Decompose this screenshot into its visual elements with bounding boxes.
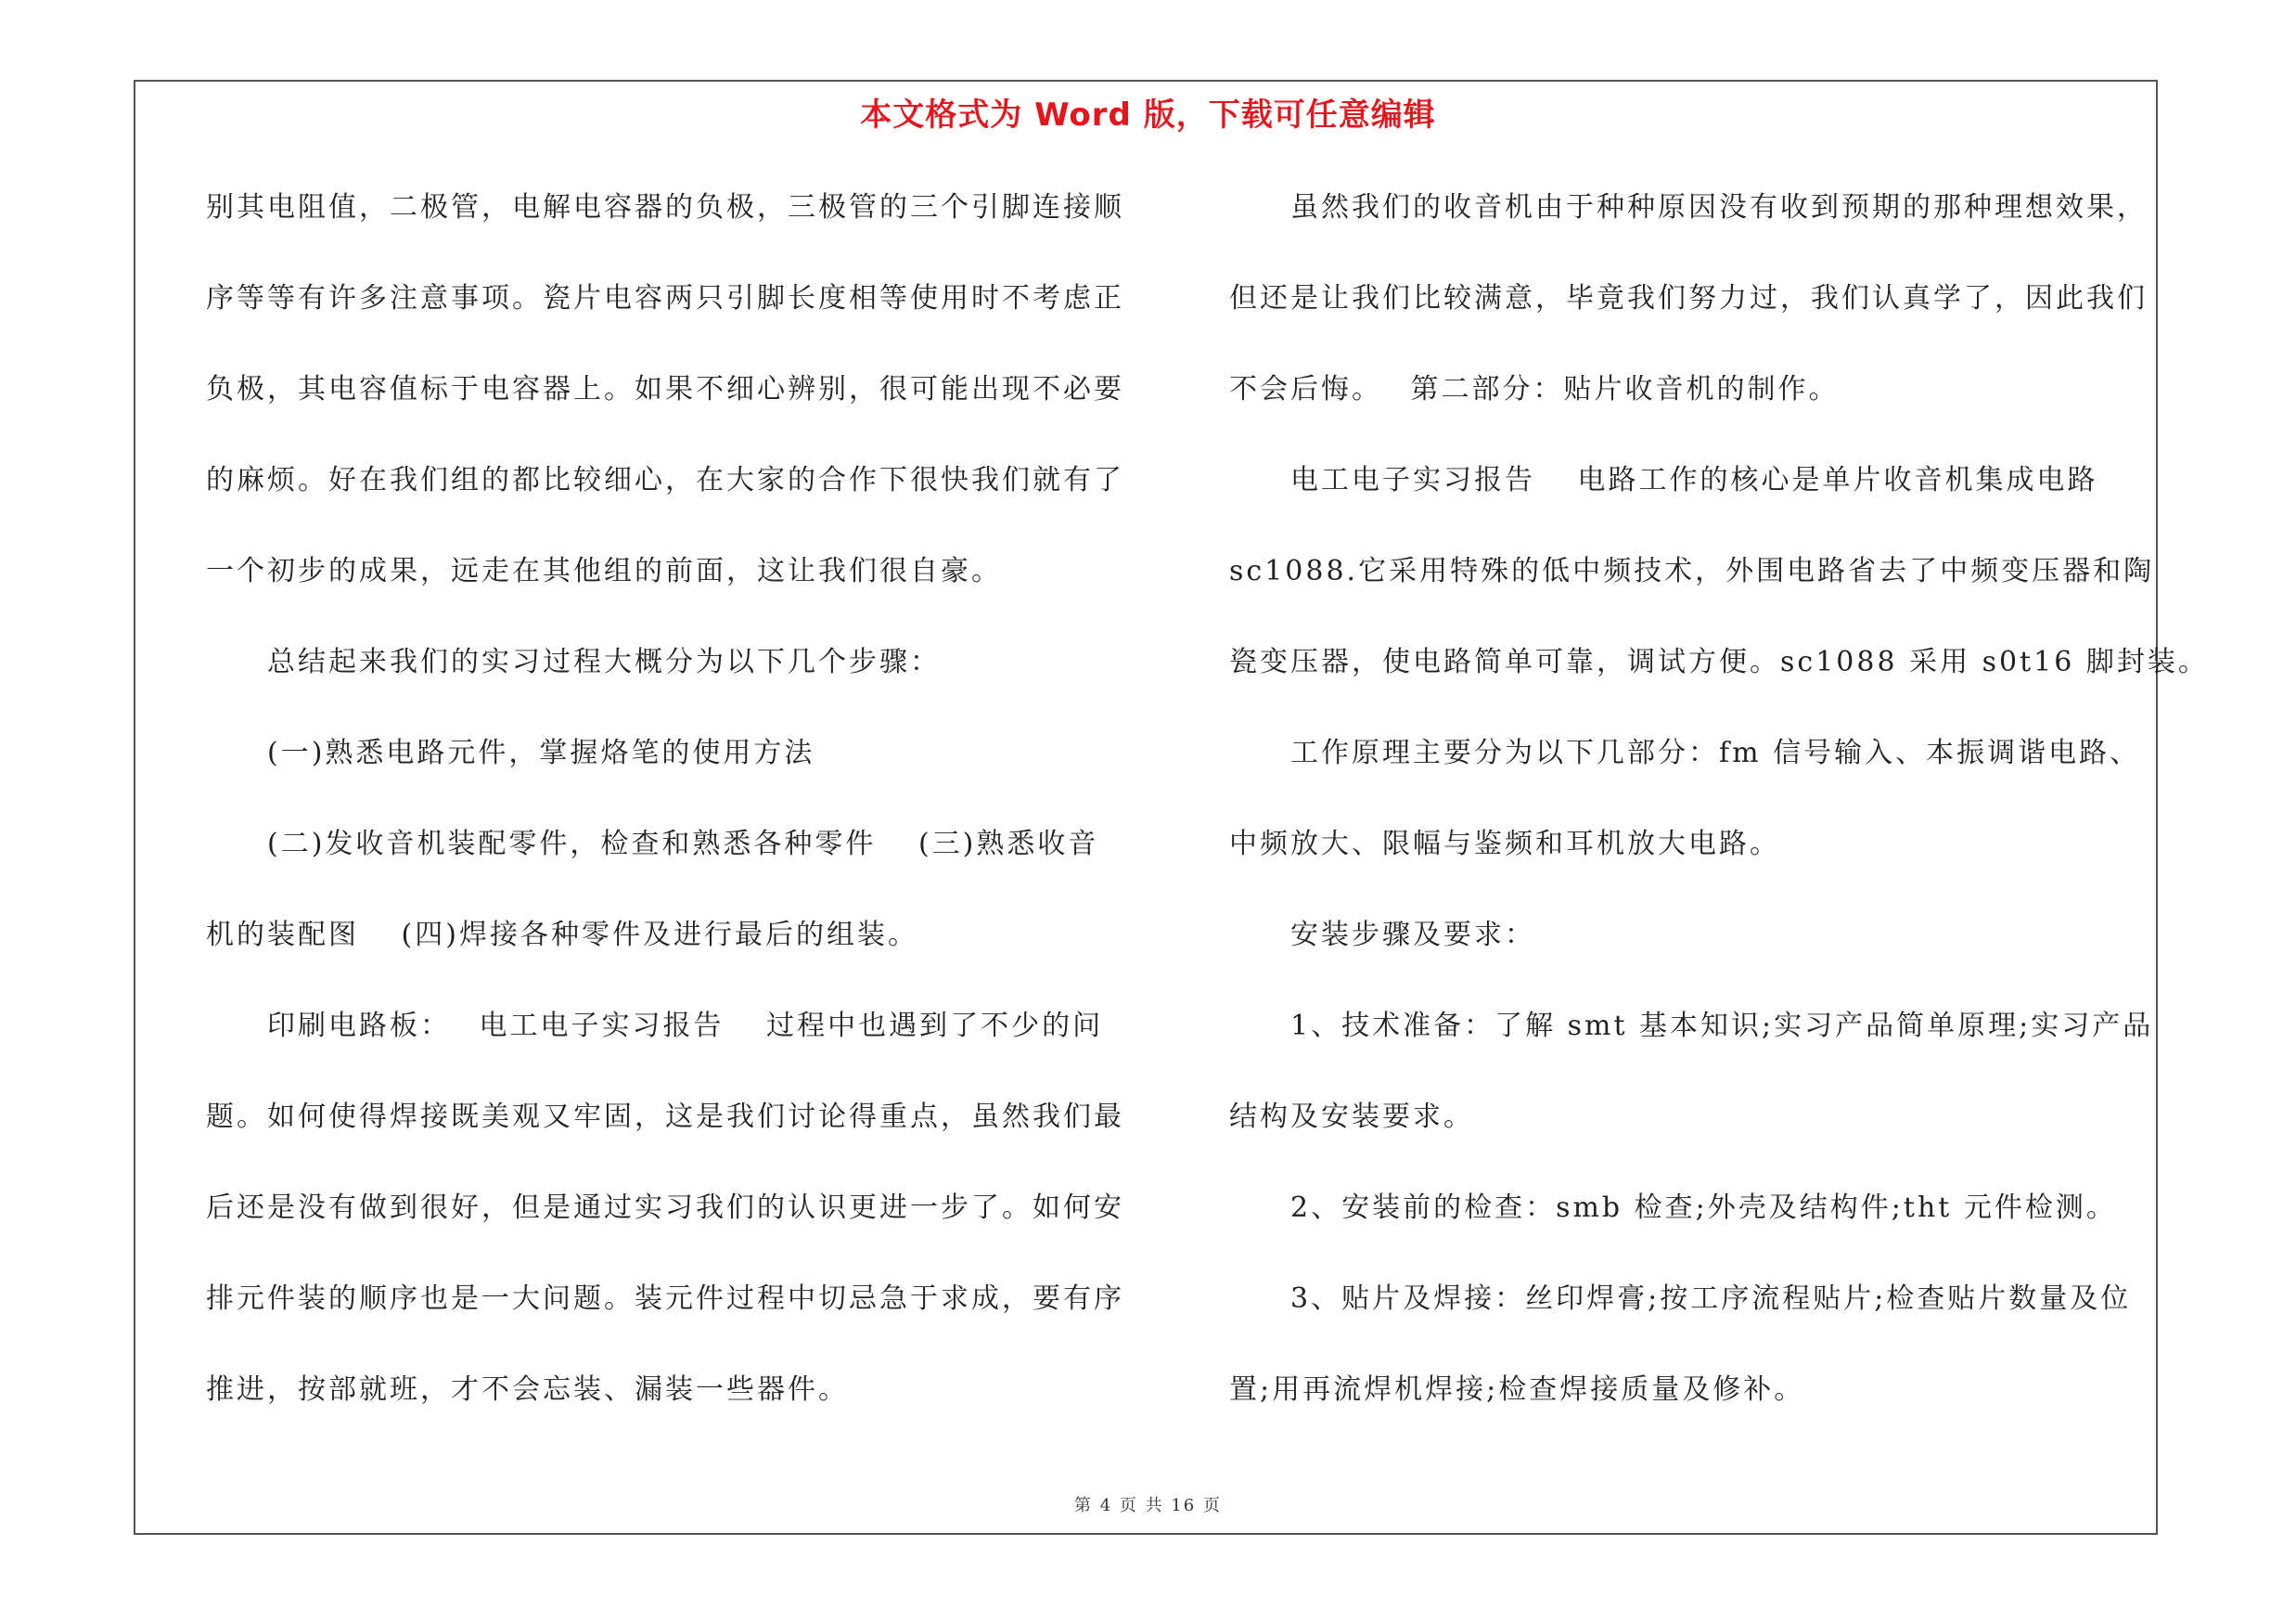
header-banner: 本文格式为 Word 版，下载可任意编辑 (860, 97, 1436, 134)
paragraph-line: 2、安装前的检查：smb 检查;外壳及结构件;tht 元件检测。 (1290, 1191, 2117, 1224)
paragraph-line: 总结起来我们的实习过程大概分为以下几个步骤： (267, 646, 941, 678)
page-number: 第 4 页 共 16 页 (1074, 1496, 1222, 1515)
paragraph-line: (二)发收音机装配零件，检查和熟悉各种零件 (三)熟悉收音 (267, 828, 1099, 860)
paragraph-line: 电工电子实习报告 电路工作的核心是单片收音机集成电路 (1290, 464, 2098, 496)
paragraph-line: 一个初步的成果，远走在其他组的前面，这让我们很自豪。 (206, 555, 1002, 587)
paragraph-line: 虽然我们的收音机由于种种原因没有收到预期的那种理想效果， (1290, 191, 2148, 224)
paragraph-line: 印刷电路板： 电工电子实习报告 过程中也遇到了不少的问 (267, 1010, 1104, 1042)
paragraph-line: 排元件装的顺序也是一大问题。装元件过程中切忌急于求成，要有序 (206, 1282, 1124, 1315)
paragraph-line: (一)熟悉电路元件，掌握烙笔的使用方法 (267, 737, 815, 769)
paragraph-line: 的麻烦。好在我们组的都比较细心，在大家的合作下很快我们就有了 (206, 464, 1124, 496)
paragraph-line: 但还是让我们比较满意，毕竟我们努力过，我们认真学了，因此我们 (1229, 282, 2148, 315)
paragraph-line: 推进，按部就班，才不会忘装、漏装一些器件。 (206, 1373, 849, 1406)
paragraph-line: 负极，其电容值标于电容器上。如果不细心辨别，很可能出现不必要 (206, 373, 1124, 406)
paragraph-line: 3、贴片及焊接：丝印焊膏;按工序流程贴片;检查贴片数量及位 (1290, 1282, 2132, 1315)
paragraph-line: 不会后悔。 第二部分：贴片收音机的制作。 (1229, 373, 1840, 406)
paragraph-line: 后还是没有做到很好，但是通过实习我们的认识更进一步了。如何安 (206, 1191, 1124, 1224)
paragraph-line: 结构及安装要求。 (1229, 1101, 1474, 1133)
paragraph-line: 题。如何使得焊接既美观又牢固，这是我们讨论得重点，虽然我们最 (206, 1101, 1124, 1133)
paragraph-line: sc1088.它采用特殊的低中频技术，外围电路省去了中频变压器和陶 (1229, 555, 2155, 587)
paragraph-line: 机的装配图 (四)焊接各种零件及进行最后的组装。 (206, 919, 918, 951)
paragraph-line: 1、技术准备：了解 smt 基本知识;实习产品简单原理;实习产品 (1290, 1010, 2154, 1042)
left-column (206, 176, 1134, 1449)
paragraph-line: 工作原理主要分为以下几部分：fm 信号输入、本振调谐电路、 (1290, 737, 2141, 769)
right-column (1229, 176, 2209, 1449)
paragraph-line: 序等等有许多注意事项。瓷片电容两只引脚长度相等使用时不考虑正 (206, 282, 1124, 315)
paragraph-line: 安装步骤及要求： (1290, 919, 1535, 951)
paragraph-line: 置;用再流焊机焊接;检查焊接质量及修补。 (1229, 1373, 1805, 1406)
paragraph-line: 中频放大、限幅与鉴频和耳机放大电路。 (1229, 828, 1780, 860)
paragraph-line: 瓷变压器，使电路简单可靠，调试方便。sc1088 采用 s0t16 脚封装。 (1229, 646, 2209, 678)
paragraph-line: 别其电阻值，二极管，电解电容器的负极，三极管的三个引脚连接顺 (206, 191, 1124, 224)
